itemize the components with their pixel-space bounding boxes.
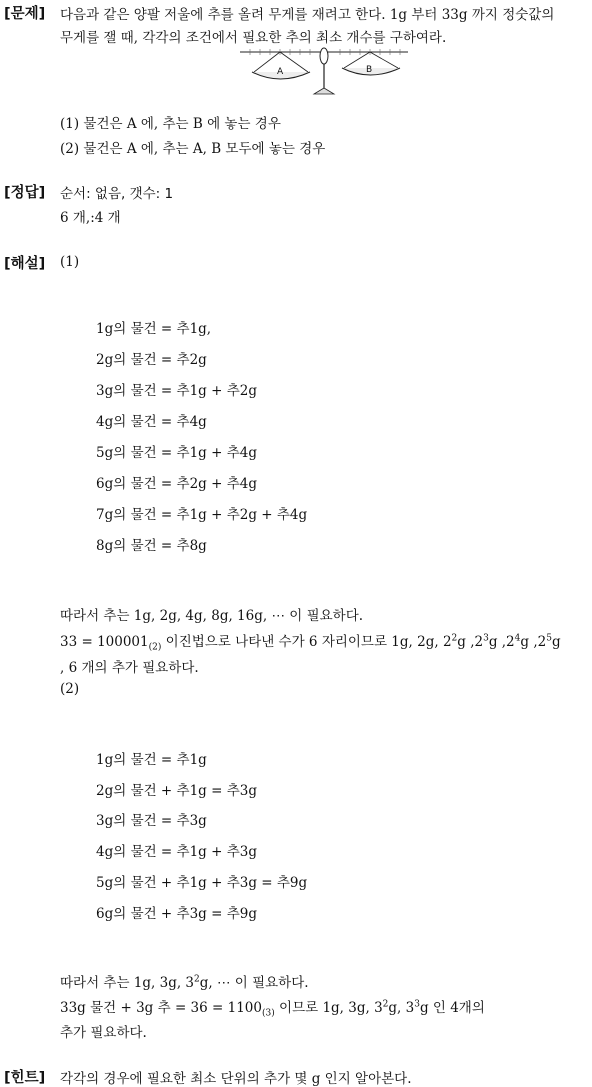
part1-eq-1: 1g의 물건 = 추1g, <box>96 321 212 337</box>
answer-line-1: 순서: 없음, 갯수: 1 <box>60 186 174 202</box>
problem-label: [문제] <box>4 6 46 22</box>
pan-b-label: B <box>366 65 373 75</box>
part1-binary-rest: , 6 개의 추가 필요하다. <box>60 660 199 676</box>
part1-conclusion: 따라서 추는 1g, 2g, 4g, 8g, 16g, ⋯ 이 필요하다. <box>60 608 364 624</box>
part2-eq-3: 3g의 물건 = 추3g <box>96 813 207 829</box>
part2-eq-2: 2g의 물건 + 추1g = 추3g <box>96 783 257 799</box>
part1-eq-4: 4g의 물건 = 추4g <box>96 414 207 430</box>
part2-eq-4: 4g의 물건 = 추1g + 추3g <box>96 844 257 860</box>
pan-a-label: A <box>277 67 284 77</box>
part1-eq-3: 3g의 물건 = 추1g + 추2g <box>96 383 257 399</box>
part1-eq-8: 8g의 물건 = 추8g <box>96 538 207 554</box>
part1-eq-7: 7g의 물건 = 추1g + 추2g + 추4g <box>96 507 308 523</box>
part2-ternary-line: 33g 물건 + 3g 추 = $36 = 1100_{(3)}$ 이므로 1g, 3g, $3^2g$, $3^3g$ 인 4개의 <box>60 999 485 1019</box>
part2-eq-5: 5g의 물건 + 추1g + 추3g = 추9g <box>96 875 308 891</box>
part2-label: (2) <box>60 681 80 697</box>
hint-label: [힌트] <box>4 1070 46 1086</box>
explanation-label: [해설] <box>4 256 46 272</box>
part1-eq-6: 6g의 물건 = 추2g + 추4g <box>96 476 257 492</box>
balance-scale-figure <box>240 44 410 98</box>
answer-label: [정답] <box>4 185 46 201</box>
part2-ternary-line-2: 추가 필요하다. <box>60 1025 147 1041</box>
part2-eq-1: 1g의 물건 = 추1g <box>96 752 207 768</box>
answer-line-2: 6 개,:4 개 <box>60 210 121 226</box>
problem-case-1: (1) 물건은 A 에, 추는 B 에 놓는 경우 <box>60 116 281 132</box>
part1-binary-line: $33 = 100001_{(2)}$ 이진법으로 나타낸 수가 6 자리이므로 1g, 2g, $2^2g$ $,2^3g$ $,2^4g$ $,2^5g$ <box>60 633 561 653</box>
part1-eq-2: 2g의 물건 = 추2g <box>96 352 207 368</box>
problem-line-2: 무게를 잴 때, 각각의 조건에서 필요한 추의 최소 개수를 구하여라. <box>60 30 447 46</box>
scale-pan-b <box>342 52 400 75</box>
part1-label: (1) <box>60 254 80 270</box>
scale-pan-a <box>252 52 310 79</box>
problem-case-2: (2) 물건은 A 에, 추는 A, B 모두에 놓는 경우 <box>60 141 326 157</box>
part2-eq-6: 6g의 물건 + 추3g = 추9g <box>96 906 257 922</box>
part1-eq-5: 5g의 물건 = 추1g + 추4g <box>96 445 257 461</box>
part2-conclusion: 따라서 추는 1g, 3g, $3^2g$, ⋯ 이 필요하다. <box>60 974 309 991</box>
scale-base <box>314 88 334 94</box>
scale-pivot <box>320 48 328 64</box>
problem-line-1: 다음과 같은 양팔 저울에 추를 올려 무게를 재려고 한다. 1g 부터 33g 까지 정숫값의 <box>60 7 555 23</box>
hint-text: 각각의 경우에 필요한 최소 단위의 추가 몇 g 인지 알아본다. <box>60 1071 412 1087</box>
